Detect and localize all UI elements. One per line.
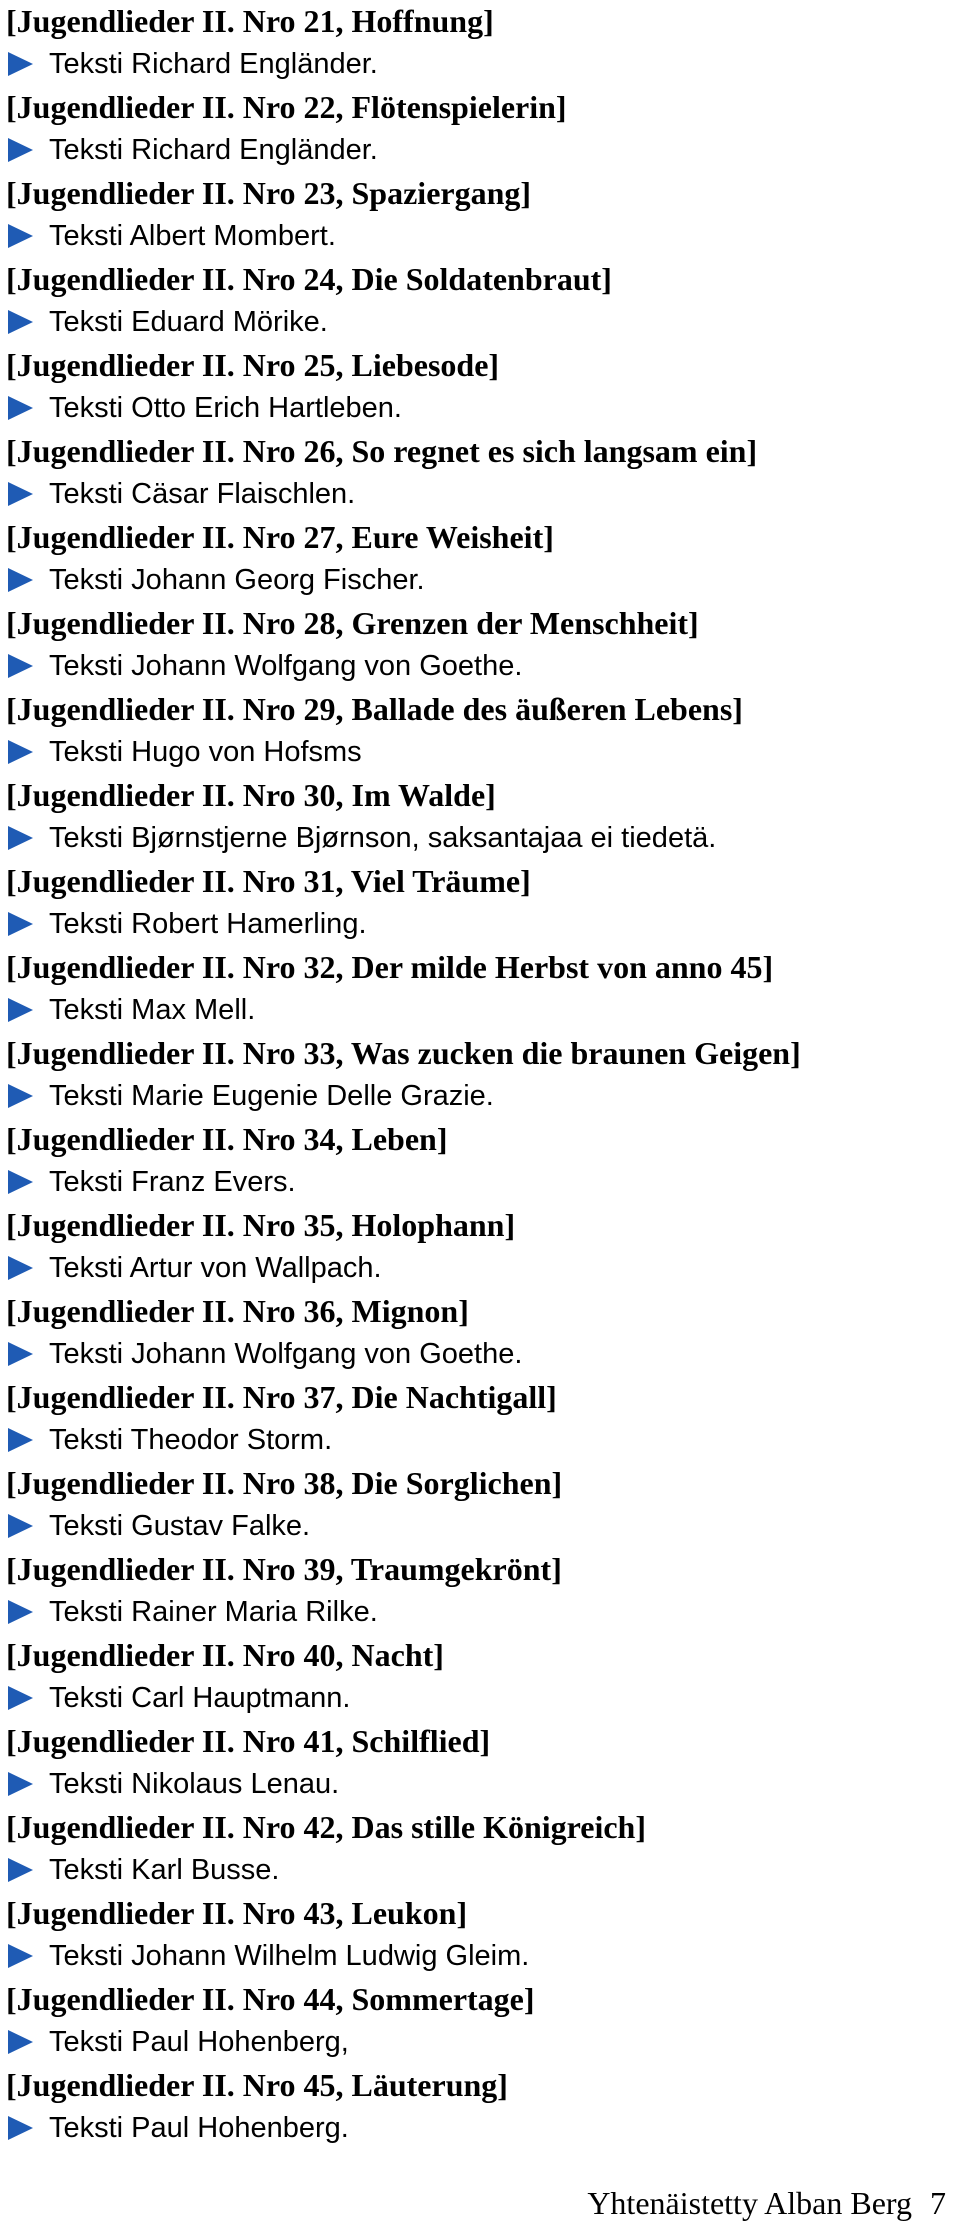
triangle-bullet-icon [8,2116,33,2140]
page-number: 7 [930,2185,946,2221]
entry-lyricist [6,2020,946,2064]
footer-text: Yhtenäistetty Alban Berg [587,2185,912,2221]
triangle-bullet-icon [8,1428,33,1452]
entry-title: [Jugendlieder II. Nro 42, Das stille Königreich] [6,1809,646,1845]
entry-lyricist-text: Teksti Albert Mombert. [49,220,336,252]
triangle-bullet-icon [8,1342,33,1366]
entry-lyricist-text: Teksti Hugo von Hofsms [49,736,362,768]
triangle-bullet-icon [8,1170,33,1194]
triangle-bullet-icon [8,826,33,850]
entry-lyricist-text: Teksti Paul Hohenberg. [49,2112,349,2144]
entry-lyricist [6,816,946,860]
entry-lyricist [6,1590,946,1634]
entry-lyricist [6,214,946,258]
entry-lyricist-text: Teksti Carl Hauptmann. [49,1682,351,1714]
triangle-bullet-icon [8,224,33,248]
entry-title: [Jugendlieder II. Nro 28, Grenzen der Menschheit] [6,605,699,641]
entry-lyricist [6,1160,946,1204]
entry-title: [Jugendlieder II. Nro 39, Traumgekrönt] [6,1551,562,1587]
triangle-bullet-icon [8,396,33,420]
triangle-bullet-icon [8,1772,33,1796]
triangle-bullet-icon [8,1944,33,1968]
triangle-bullet-icon [8,568,33,592]
entry-lyricist-text: Teksti Johann Wolfgang von Goethe. [49,650,523,682]
entry-lyricist-text: Teksti Eduard Mörike. [49,306,328,338]
entry-lyricist-text: Teksti Nikolaus Lenau. [49,1768,340,1800]
entry-lyricist [6,1332,946,1376]
entry-lyricist-text: Teksti Rainer Maria Rilke. [49,1596,378,1628]
entry-lyricist-text: Teksti Artur von Wallpach. [49,1252,382,1284]
triangle-bullet-icon [8,1084,33,1108]
entry-lyricist-text: Teksti Max Mell. [49,994,256,1026]
entry-lyricist [6,386,946,430]
entry-title: [Jugendlieder II. Nro 33, Was zucken die braunen Geigen] [6,1035,801,1071]
entry-title: [Jugendlieder II. Nro 22, Flötenspielerin] [6,89,567,125]
entry-title: [Jugendlieder II. Nro 35, Holophann] [6,1207,516,1243]
entry-lyricist [6,1934,946,1978]
entry-lyricist [6,2106,946,2150]
triangle-bullet-icon [8,1514,33,1538]
entry-lyricist [6,472,946,516]
entry-title: [Jugendlieder II. Nro 26, So regnet es sich langsam ein] [6,433,758,469]
triangle-bullet-icon [8,1256,33,1280]
entry-lyricist [6,300,946,344]
entry-lyricist-text: Teksti Johann Georg Fischer. [49,564,425,596]
entry-title: [Jugendlieder II. Nro 37, Die Nachtigall] [6,1379,557,1415]
page-footer [587,2185,946,2222]
entry-lyricist-text: Teksti Richard Engländer. [49,134,378,166]
entry-lyricist-text: Teksti Theodor Storm. [49,1424,333,1456]
entry-list [6,0,946,2150]
entry-lyricist [6,1074,946,1118]
entry-lyricist [6,558,946,602]
triangle-bullet-icon [8,138,33,162]
entry-title: [Jugendlieder II. Nro 38, Die Sorglichen] [6,1465,563,1501]
entry-title: [Jugendlieder II. Nro 40, Nacht] [6,1637,444,1673]
triangle-bullet-icon [8,654,33,678]
entry-lyricist-text: Teksti Bjørnstjerne Bjørnson, saksantajaa ei tiedetä. [49,822,717,854]
triangle-bullet-icon [8,310,33,334]
entry-lyricist-text: Teksti Marie Eugenie Delle Grazie. [49,1080,494,1112]
entry-lyricist [6,42,946,86]
entry-title: [Jugendlieder II. Nro 43, Leukon] [6,1895,468,1931]
triangle-bullet-icon [8,998,33,1022]
entry-lyricist [6,1848,946,1892]
entry-title: [Jugendlieder II. Nro 21, Hoffnung] [6,3,494,39]
triangle-bullet-icon [8,52,33,76]
entry-title: [Jugendlieder II. Nro 44, Sommertage] [6,1981,535,2017]
entry-title: [Jugendlieder II. Nro 36, Mignon] [6,1293,469,1329]
triangle-bullet-icon [8,1600,33,1624]
entry-title: [Jugendlieder II. Nro 45, Läuterung] [6,2067,508,2103]
entry-title: [Jugendlieder II. Nro 31, Viel Träume] [6,863,531,899]
entry-lyricist-text: Teksti Richard Engländer. [49,48,378,80]
triangle-bullet-icon [8,912,33,936]
entry-lyricist [6,1246,946,1290]
entry-title: [Jugendlieder II. Nro 25, Liebesode] [6,347,500,383]
triangle-bullet-icon [8,1686,33,1710]
entry-lyricist-text: Teksti Otto Erich Hartleben. [49,392,402,424]
entry-lyricist [6,1504,946,1548]
entry-title: [Jugendlieder II. Nro 32, Der milde Herbst von anno 45] [6,949,774,985]
triangle-bullet-icon [8,1858,33,1882]
entry-title: [Jugendlieder II. Nro 29, Ballade des äußeren Lebens] [6,691,743,727]
entry-lyricist-text: Teksti Cäsar Flaischlen. [49,478,356,510]
triangle-bullet-icon [8,482,33,506]
entry-lyricist-text: Teksti Paul Hohenberg, [49,2026,349,2058]
entry-lyricist-text: Teksti Gustav Falke. [49,1510,311,1542]
entry-lyricist-text: Teksti Karl Busse. [49,1854,280,1886]
entry-lyricist-text: Teksti Franz Evers. [49,1166,296,1198]
entry-lyricist [6,1762,946,1806]
entry-title: [Jugendlieder II. Nro 34, Leben] [6,1121,448,1157]
entry-title: [Jugendlieder II. Nro 41, Schilflied] [6,1723,491,1759]
entry-lyricist [6,128,946,172]
entry-lyricist [6,1418,946,1462]
entry-lyricist [6,988,946,1032]
entry-title: [Jugendlieder II. Nro 30, Im Walde] [6,777,496,813]
entry-lyricist [6,644,946,688]
entry-lyricist-text: Teksti Johann Wolfgang von Goethe. [49,1338,523,1370]
entry-title: [Jugendlieder II. Nro 27, Eure Weisheit] [6,519,554,555]
entry-lyricist [6,902,946,946]
entry-title: [Jugendlieder II. Nro 24, Die Soldatenbraut] [6,261,612,297]
entry-title: [Jugendlieder II. Nro 23, Spaziergang] [6,175,532,211]
triangle-bullet-icon [8,740,33,764]
entry-lyricist [6,1676,946,1720]
entry-lyricist-text: Teksti Johann Wilhelm Ludwig Gleim. [49,1940,530,1972]
entry-lyricist-text: Teksti Robert Hamerling. [49,908,367,940]
triangle-bullet-icon [8,2030,33,2054]
entry-lyricist [6,730,946,774]
